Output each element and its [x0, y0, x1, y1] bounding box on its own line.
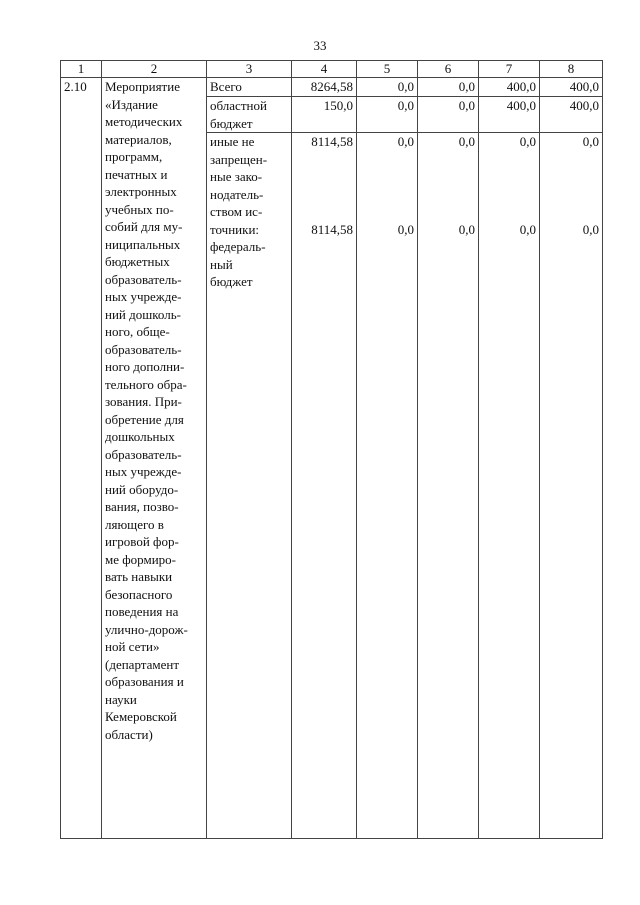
column-header: 6	[418, 61, 479, 78]
funding-source-total: Всего	[207, 78, 292, 97]
value-cell: 0,0 0,0	[418, 133, 479, 839]
funding-source-other: иные не запрещен- ные зако- нодатель- ством ис- точники: федераль- ный бюджет	[207, 133, 292, 839]
item-number: 2.10	[61, 78, 102, 839]
value-cell: 0,0	[418, 78, 479, 97]
value-cell: 0,0 0,0	[357, 133, 418, 839]
budget-table	[60, 60, 603, 839]
column-header: 8	[540, 61, 603, 78]
value-cell: 0,0 0,0	[479, 133, 540, 839]
column-header: 7	[479, 61, 540, 78]
value-cell: 400,0	[540, 97, 603, 133]
table-row	[61, 78, 603, 97]
page-number: 33	[313, 38, 327, 53]
item-description: Мероприятие «Издание методических материалов, программ, печатных и электронных учебных по- собий для му- ниципальных бюджетных образователь- ных учрежде- ний дошколь- ного, обще- образователь- ного дополни- тельного обра- зования. При- обретение для дошкольных образователь- ных учрежде- ний оборудо- вания, позво- ляющего в игровой фор- ме формиро- вать навыки безопасного поведения на улично-дорож- ной сети» (департамент образования и науки Кемеровской области)	[102, 78, 207, 839]
column-header: 1	[61, 61, 102, 78]
value-cell: 400,0	[540, 78, 603, 97]
value-cell: 150,0	[292, 97, 357, 133]
value-cell: 0,0	[357, 78, 418, 97]
value-cell: 8264,58	[292, 78, 357, 97]
column-header: 4	[292, 61, 357, 78]
value-cell: 0,0	[418, 97, 479, 133]
funding-source-regional: областной бюджет	[207, 97, 292, 133]
value-cell: 0,0 0,0	[540, 133, 603, 839]
value-cell: 8114,58 8114,58	[292, 133, 357, 839]
column-header: 2	[102, 61, 207, 78]
column-header: 5	[357, 61, 418, 78]
value-cell: 0,0	[357, 97, 418, 133]
column-header: 3	[207, 61, 292, 78]
value-cell: 400,0	[479, 97, 540, 133]
value-cell: 400,0	[479, 78, 540, 97]
table-header-row	[61, 61, 603, 78]
